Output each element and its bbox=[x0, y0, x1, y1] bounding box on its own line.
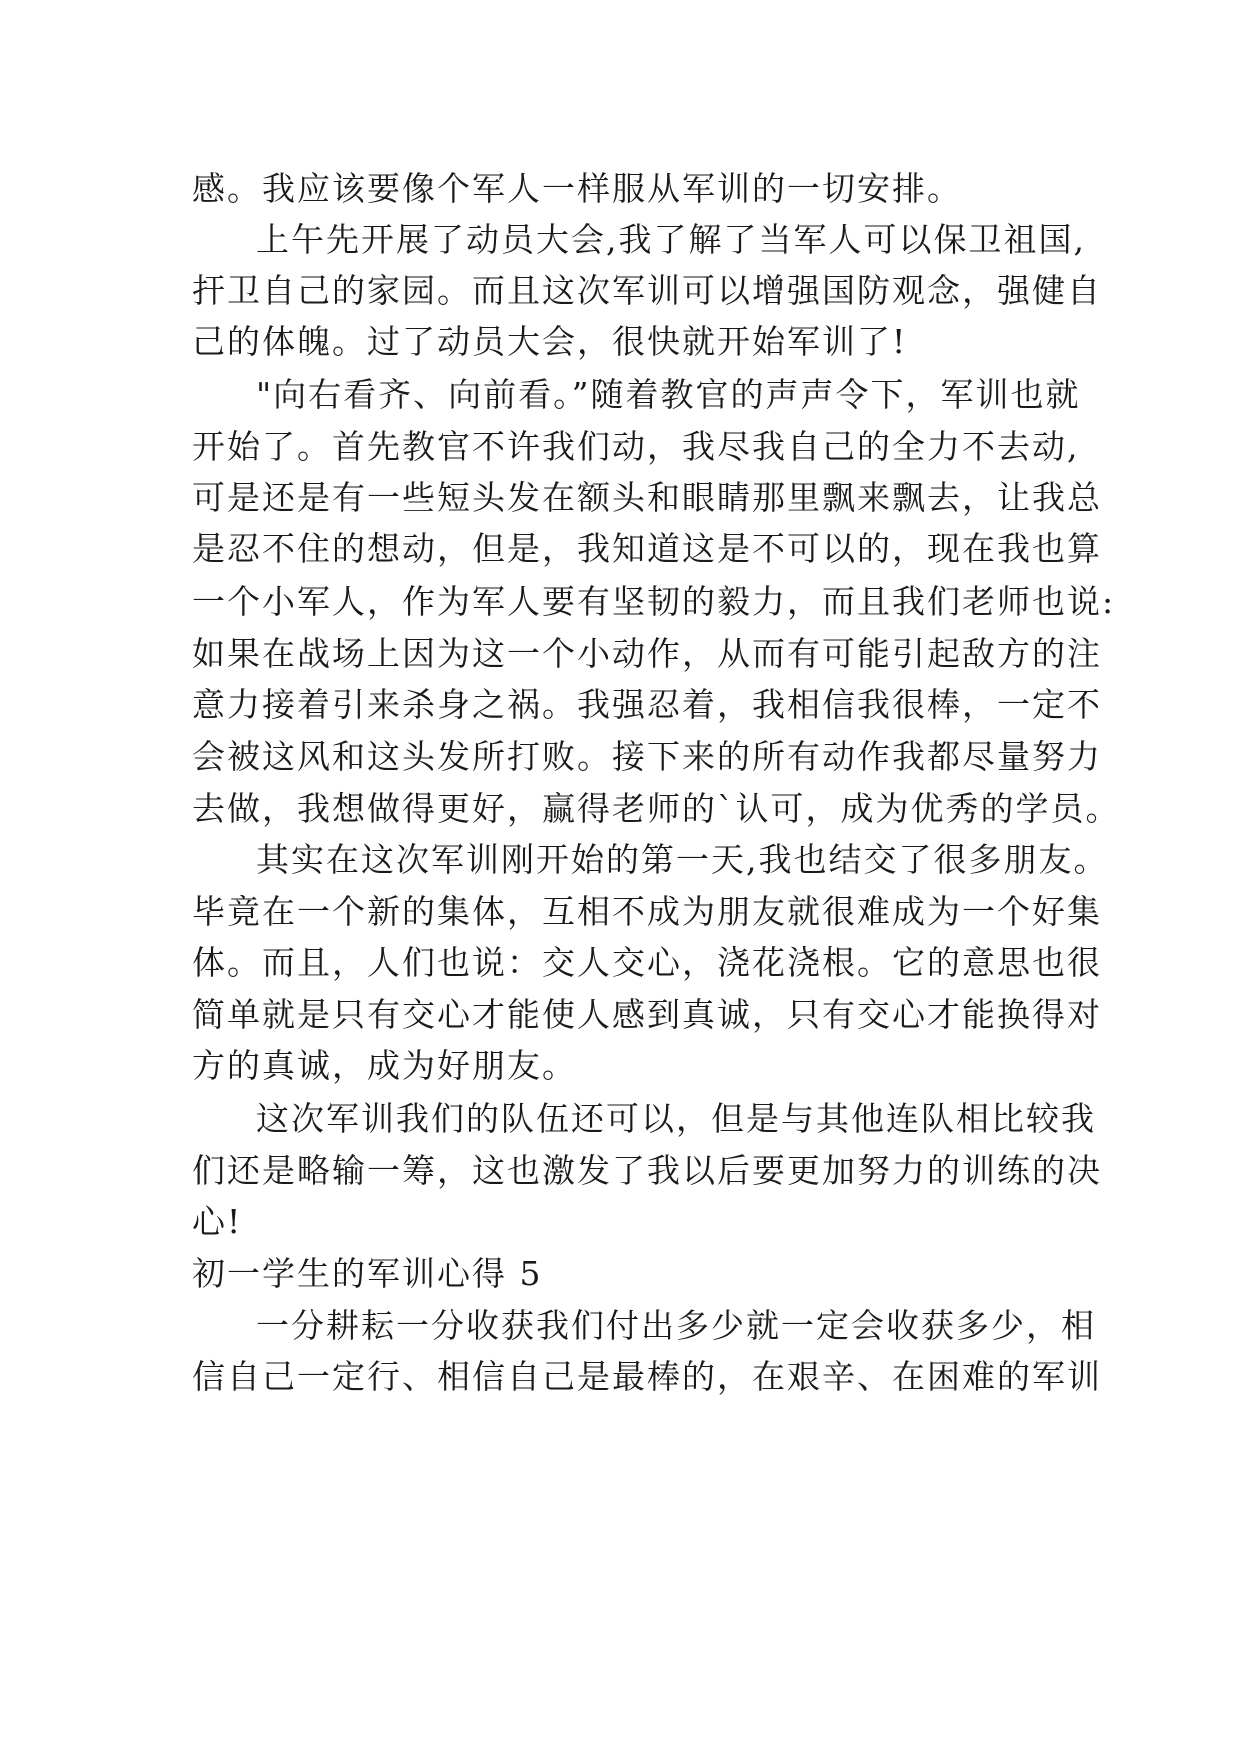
paragraph-first-line: "向右看齐、向前看。”随着教官的声声令下，军训也就 bbox=[256, 375, 1081, 414]
paragraph-first-line: 一分耕耘一分收获我们付出多少就一定会收获多少，相 bbox=[256, 1306, 1096, 1345]
text-line: 是忍不住的想动，但是，我知道这是不可以的，现在我也算 bbox=[192, 529, 1102, 568]
paragraph-first-line: 其实在这次军训刚开始的第一天,我也结交了很多朋友。 bbox=[256, 840, 1109, 879]
text-line: 去做，我想做得更好，赢得老师的`认可，成为优秀的学员。 bbox=[192, 789, 1121, 828]
text-line: 一个小军人，作为军人要有坚韧的毅力，而且我们老师也说: bbox=[192, 582, 1116, 621]
text-line: 体。而且，人们也说：交人交心，浇花浇根。它的意思也很 bbox=[192, 943, 1102, 982]
paragraph-first-line: 上午先开展了动员大会,我了解了当军人可以保卫祖国, bbox=[256, 220, 1086, 259]
text-line: 会被这风和这头发所打败。接下来的所有动作我都尽量努力 bbox=[192, 737, 1102, 776]
text-line: 们还是略输一筹，这也激发了我以后要更加努力的训练的决 bbox=[192, 1151, 1102, 1190]
text-line: 开始了。首先教官不许我们动，我尽我自己的全力不去动, bbox=[192, 427, 1080, 466]
text-line: 心! bbox=[192, 1202, 243, 1241]
text-line: 己的体魄。过了动员大会，很快就开始军训了! bbox=[192, 322, 908, 361]
text-line: 毕竟在一个新的集体，互相不成为朋友就很难成为一个好集 bbox=[192, 892, 1102, 931]
text-line: 感。我应该要像个军人一样服从军训的一切安排。 bbox=[192, 169, 962, 208]
paragraph-first-line: 这次军训我们的队伍还可以，但是与其他连队相比较我 bbox=[256, 1099, 1096, 1138]
text-line: 信自己一定行、相信自己是最棒的，在艰辛、在困难的军训 bbox=[192, 1357, 1102, 1396]
text-line: 如果在战场上因为这一个小动作，从而有可能引起敌方的注 bbox=[192, 634, 1102, 673]
text-line: 可是还是有一些短头发在额头和眼睛那里飘来飘去，让我总 bbox=[192, 478, 1102, 517]
text-line: 扞卫自己的家园。而且这次军训可以增强国防观念，强健自 bbox=[192, 271, 1102, 310]
text-line: 方的真诚，成为好朋友。 bbox=[192, 1046, 577, 1085]
text-line: 意力接着引来杀身之祸。我强忍着，我相信我很棒，一定不 bbox=[192, 685, 1102, 724]
section-heading: 初一学生的军训心得 5 bbox=[192, 1254, 543, 1293]
text-line: 简单就是只有交心才能使人感到真诚，只有交心才能换得对 bbox=[192, 995, 1102, 1034]
